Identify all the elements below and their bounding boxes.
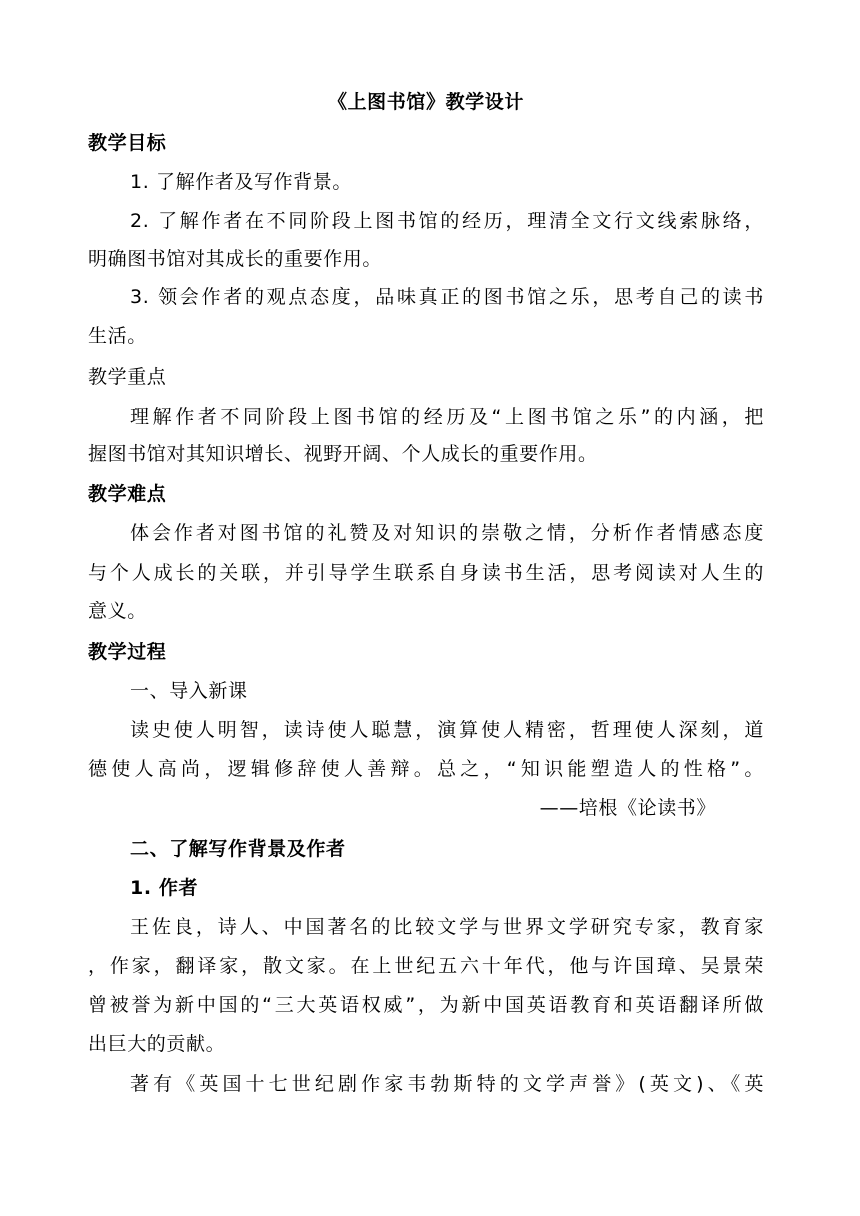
key-points-line-2: 握图书馆对其知识增长、视野开阔、个人成长的重要作用。 [88,443,598,465]
difficulties-line-1: 体会作者对图书馆的礼赞及对知识的崇敬之情，分析作者情感态度 [130,522,764,544]
key-points-heading: 教学重点 [88,366,167,388]
quote-source: ——培根《论读书》 [539,797,716,819]
objective-item-2-line-2: 明确图书馆对其成长的重要作用。 [88,248,383,270]
objective-item-3-line-1: 3. 领会作者的观点态度，品味真正的图书馆之乐，思考自己的读书 [130,286,764,308]
author-line-3: 曾被誉为新中国的“三大英语权威”，为新中国英语教育和英语翻译所做 [88,994,764,1016]
section-2-heading: 二、了解写作背景及作者 [130,838,346,860]
section-1-heading: 一、导入新课 [130,680,248,702]
document-title: 《上图书馆》教学设计 [327,91,524,113]
difficulties-line-2: 与个人成长的关联，并引导学生联系自身读书生活，思考阅读对人生的 [88,562,764,584]
quote-line-2: 德使人高尚，逻辑修辞使人善辩。总之，“知识能塑造人的性格”。 [88,758,764,780]
author-subheading: 1. 作者 [130,877,199,899]
author-line-2: ，作家，翻译家，散文家。在上世纪五六十年代，他与许国璋、吴景荣 [88,955,764,977]
key-points-line-1: 理解作者不同阶段上图书馆的经历及“上图书馆之乐”的内涵，把 [130,406,764,428]
objective-item-3-line-2: 生活。 [88,325,147,347]
difficulties-heading: 教学难点 [88,483,167,505]
objective-item-2-line-1: 2. 了解作者在不同阶段上图书馆的经历，理清全文行文线索脉络， [130,210,764,232]
author-line-4: 出巨大的贡献。 [88,1033,226,1055]
quote-line-1: 读史使人明智，读诗使人聪慧，演算使人精密，哲理使人深刻，道 [130,719,764,741]
works-line-1: 著有《英国十七世纪剧作家韦勃斯特的文学声誉》(英文)、《英 [130,1073,764,1095]
author-line-1: 王佐良，诗人、中国著名的比较文学与世界文学研究专家，教育家 [130,916,764,938]
process-heading: 教学过程 [88,641,167,663]
objective-item-1: 1. 了解作者及写作背景。 [130,171,352,193]
difficulties-line-3: 意义。 [88,600,147,622]
objectives-heading: 教学目标 [88,132,167,154]
